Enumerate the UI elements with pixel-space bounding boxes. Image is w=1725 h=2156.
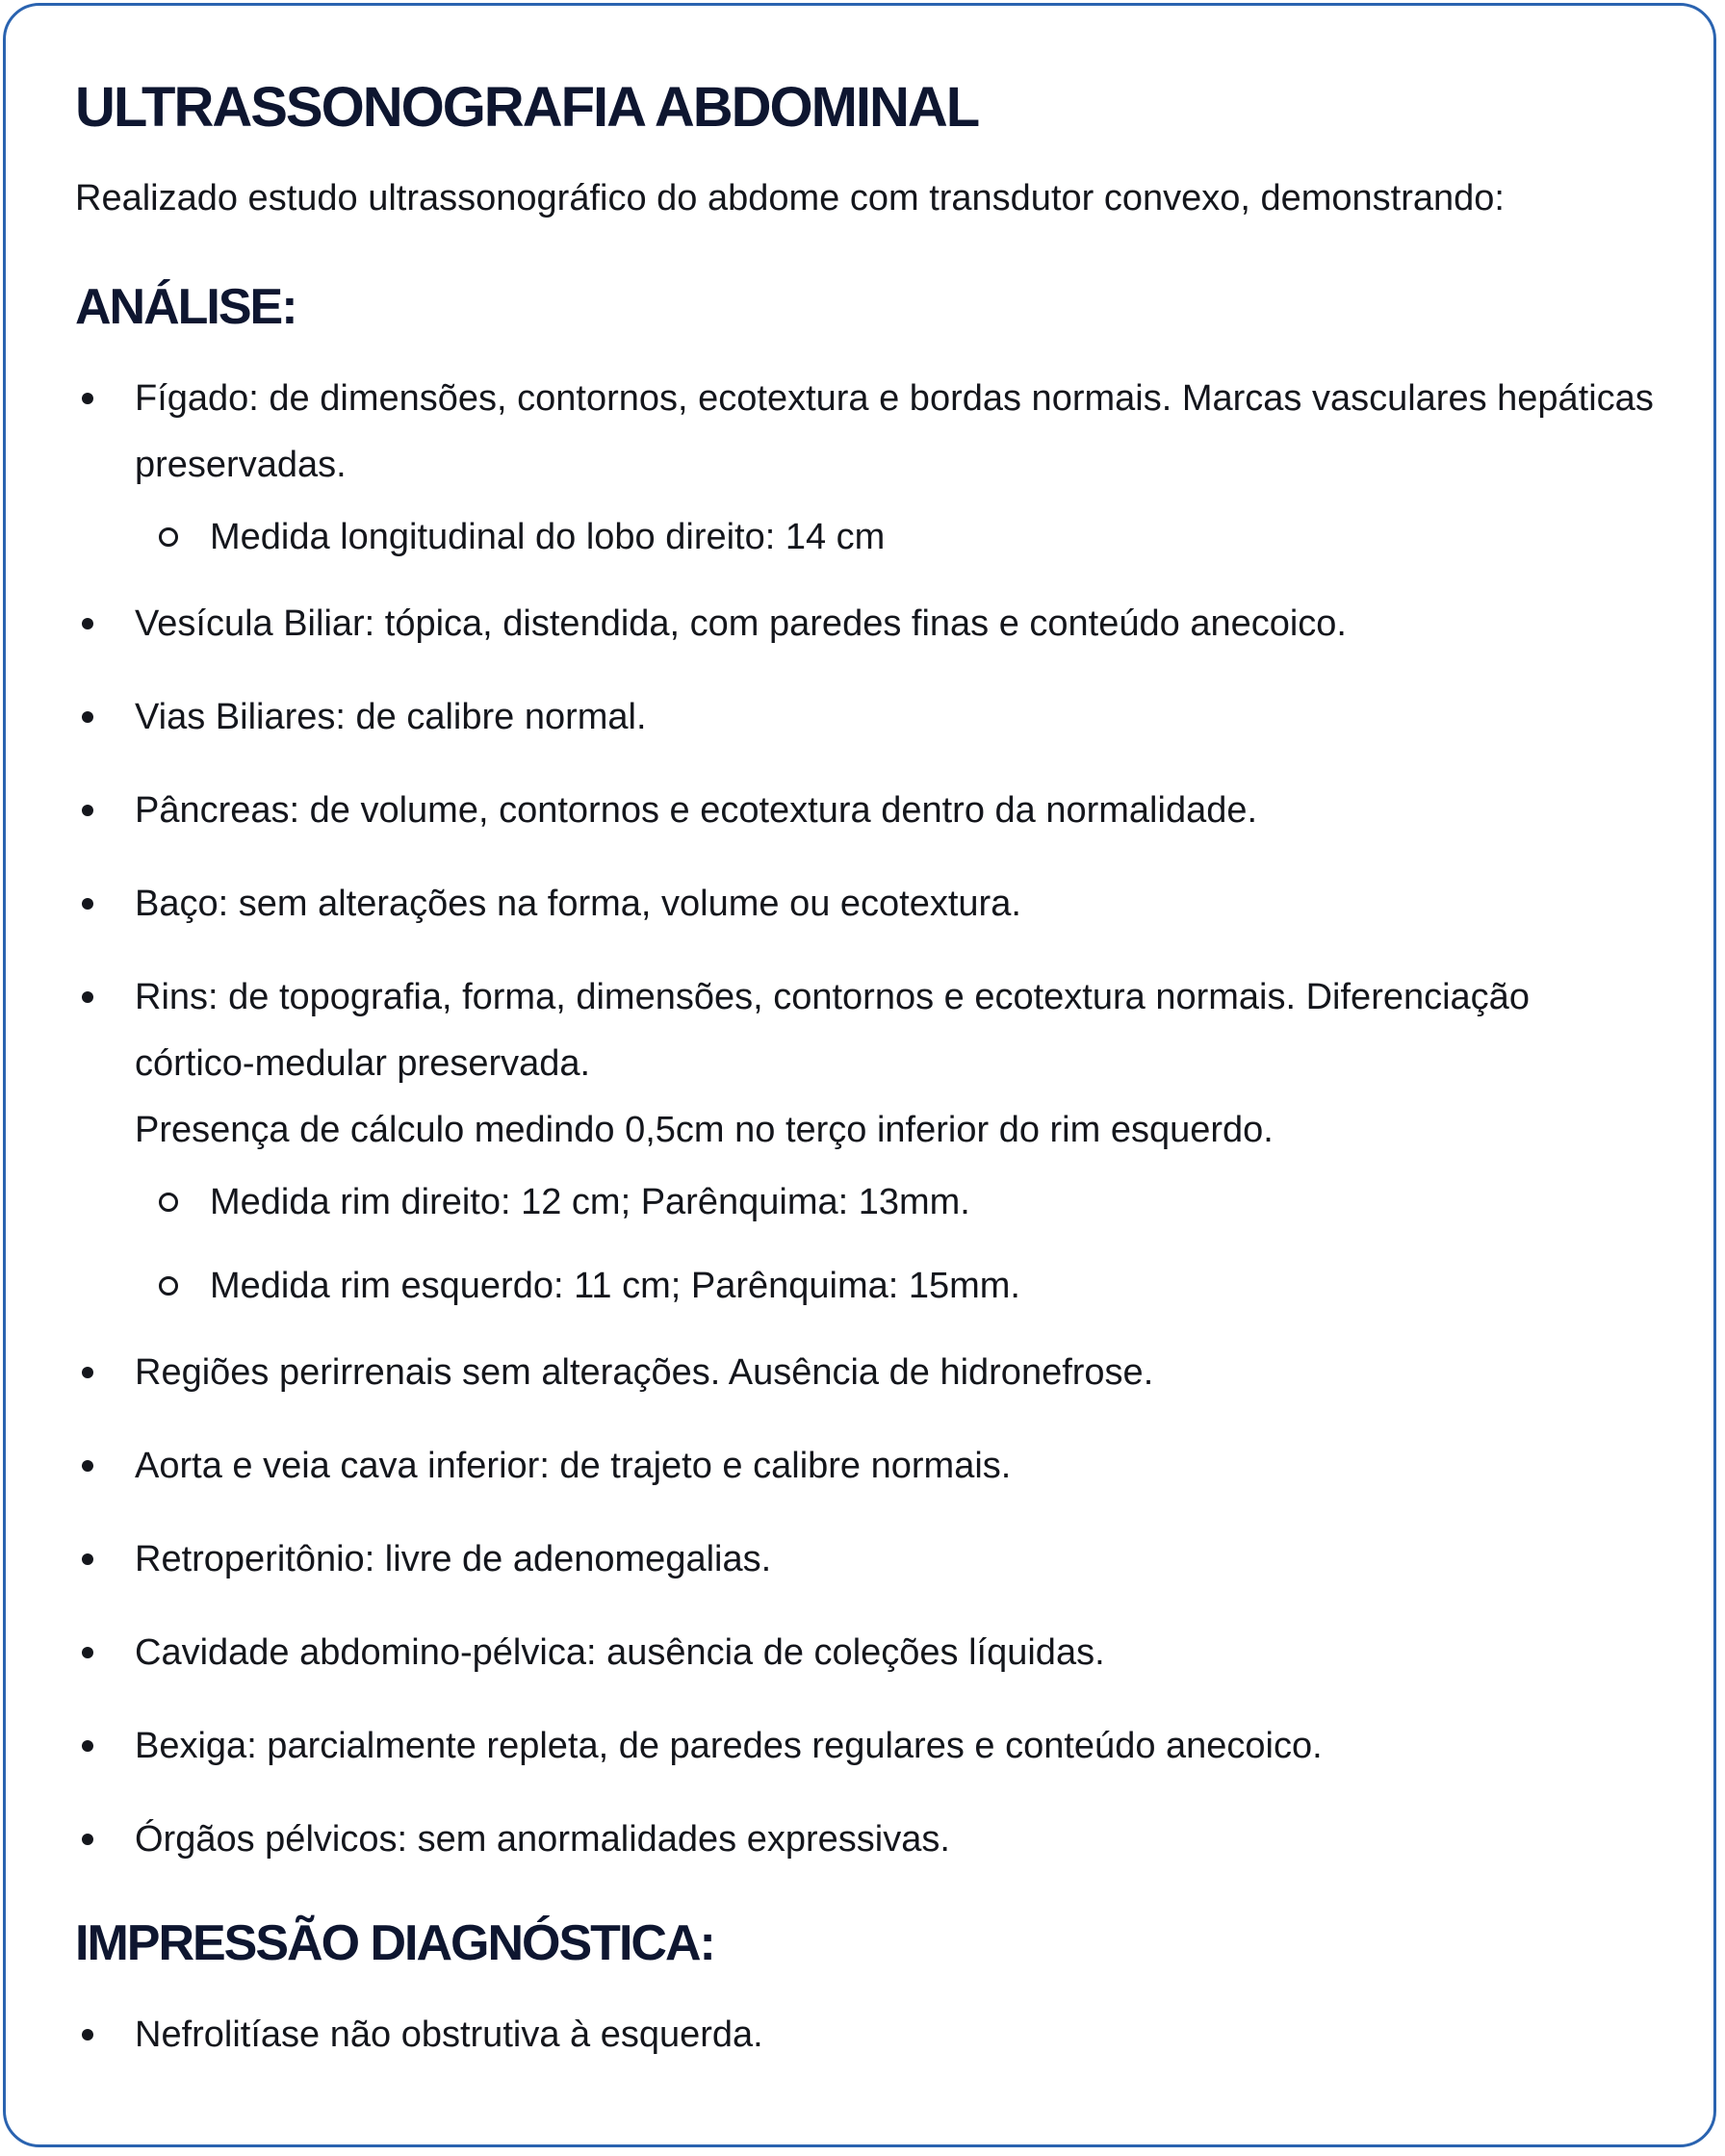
- bullet-icon: [82, 1834, 93, 1845]
- sub-list-item-text: Medida rim direito: 12 cm; Parênquima: 13mm.: [210, 1182, 970, 1222]
- bullet-icon: [82, 393, 93, 404]
- bullet-icon: [82, 1740, 93, 1752]
- bullet-icon: [82, 898, 93, 910]
- analysis-item-text: Pâncreas: de volume, contornos e ecotextura dentro da normalidade.: [135, 790, 1258, 831]
- analysis-item: [75, 1527, 1654, 1593]
- sub-list-item: [135, 510, 1654, 564]
- sub-list: [135, 510, 1654, 564]
- report-title: ULTRASSONOGRAFIA ABDOMINAL: [75, 76, 979, 139]
- analysis-item: [75, 1340, 1654, 1406]
- analysis-item-text: Vias Biliares: de calibre normal.: [135, 697, 647, 737]
- analysis-item-text: Vesícula Biliar: tópica, distendida, com paredes finas e conteúdo anecoico.: [135, 603, 1347, 644]
- bullet-icon: [82, 991, 93, 1003]
- bullet-icon: [82, 711, 93, 723]
- analysis-item: [75, 778, 1654, 844]
- analysis-item: [75, 1807, 1654, 1873]
- bullet-icon: [82, 618, 93, 629]
- bullet-icon: [82, 1367, 93, 1378]
- bullet-icon: [82, 1647, 93, 1658]
- impression-item-text: Nefrolitíase não obstrutiva à esquerda.: [135, 2015, 763, 2055]
- analysis-item-text: Fígado: de dimensões, contornos, ecotextura e bordas normais. Marcas vasculares hepáticas preservadas.: [135, 378, 1654, 485]
- report-card: [3, 3, 1716, 2147]
- bullet-icon: [82, 1553, 93, 1565]
- analysis-item: [75, 1620, 1654, 1686]
- analysis-item-text: Baço: sem alterações na forma, volume ou ecotextura.: [135, 884, 1021, 924]
- bullet-icon: [82, 2029, 93, 2040]
- analysis-item: [75, 964, 1654, 1313]
- analysis-item-extra: Presença de cálculo medindo 0,5cm no terço inferior do rim esquerdo.: [135, 1110, 1274, 1150]
- report-intro: Realizado estudo ultrassonográfico do abdome com transdutor convexo, demonstrando:: [75, 178, 1505, 218]
- hollow-bullet-icon: [159, 527, 178, 547]
- hollow-bullet-icon: [159, 1193, 178, 1212]
- impression-heading: IMPRESSÃO DIAGNÓSTICA:: [75, 1915, 714, 1971]
- sub-list-item: [135, 1259, 1654, 1313]
- hollow-bullet-icon: [159, 1276, 178, 1296]
- sub-list: [135, 1175, 1654, 1313]
- impression-list: [75, 2002, 1654, 2068]
- bullet-icon: [82, 805, 93, 816]
- analysis-item-text: Aorta e veia cava inferior: de trajeto e calibre normais.: [135, 1446, 1012, 1486]
- analysis-item-text: Bexiga: parcialmente repleta, de paredes regulares e conteúdo anecoico.: [135, 1726, 1323, 1766]
- impression-item: [75, 2002, 1654, 2068]
- analysis-item-text: Cavidade abdomino-pélvica: ausência de coleções líquidas.: [135, 1632, 1105, 1673]
- analysis-item-text: Retroperitônio: livre de adenomegalias.: [135, 1539, 772, 1579]
- analysis-item-text: Órgãos pélvicos: sem anormalidades expressivas.: [135, 1819, 950, 1860]
- sub-list-item-text: Medida rim esquerdo: 11 cm; Parênquima: 15mm.: [210, 1266, 1020, 1306]
- sub-list-item: [135, 1175, 1654, 1229]
- sub-list-item-text: Medida longitudinal do lobo direito: 14 cm: [210, 517, 886, 557]
- analysis-item-text: Regiões perirrenais sem alterações. Ausência de hidronefrose.: [135, 1352, 1154, 1393]
- analysis-item: [75, 1433, 1654, 1500]
- analysis-heading: ANÁLISE:: [75, 279, 296, 335]
- analysis-item-text: Rins: de topografia, forma, dimensões, contornos e ecotextura normais. Diferenciação córtico-medular preservada.: [135, 977, 1530, 1084]
- analysis-item: [75, 1713, 1654, 1780]
- analysis-item: [75, 871, 1654, 937]
- bullet-icon: [82, 1460, 93, 1472]
- analysis-list: [75, 366, 1654, 1873]
- analysis-item: [75, 684, 1654, 751]
- report-content: [75, 69, 1654, 2095]
- analysis-item: [75, 591, 1654, 657]
- analysis-item: [75, 366, 1654, 564]
